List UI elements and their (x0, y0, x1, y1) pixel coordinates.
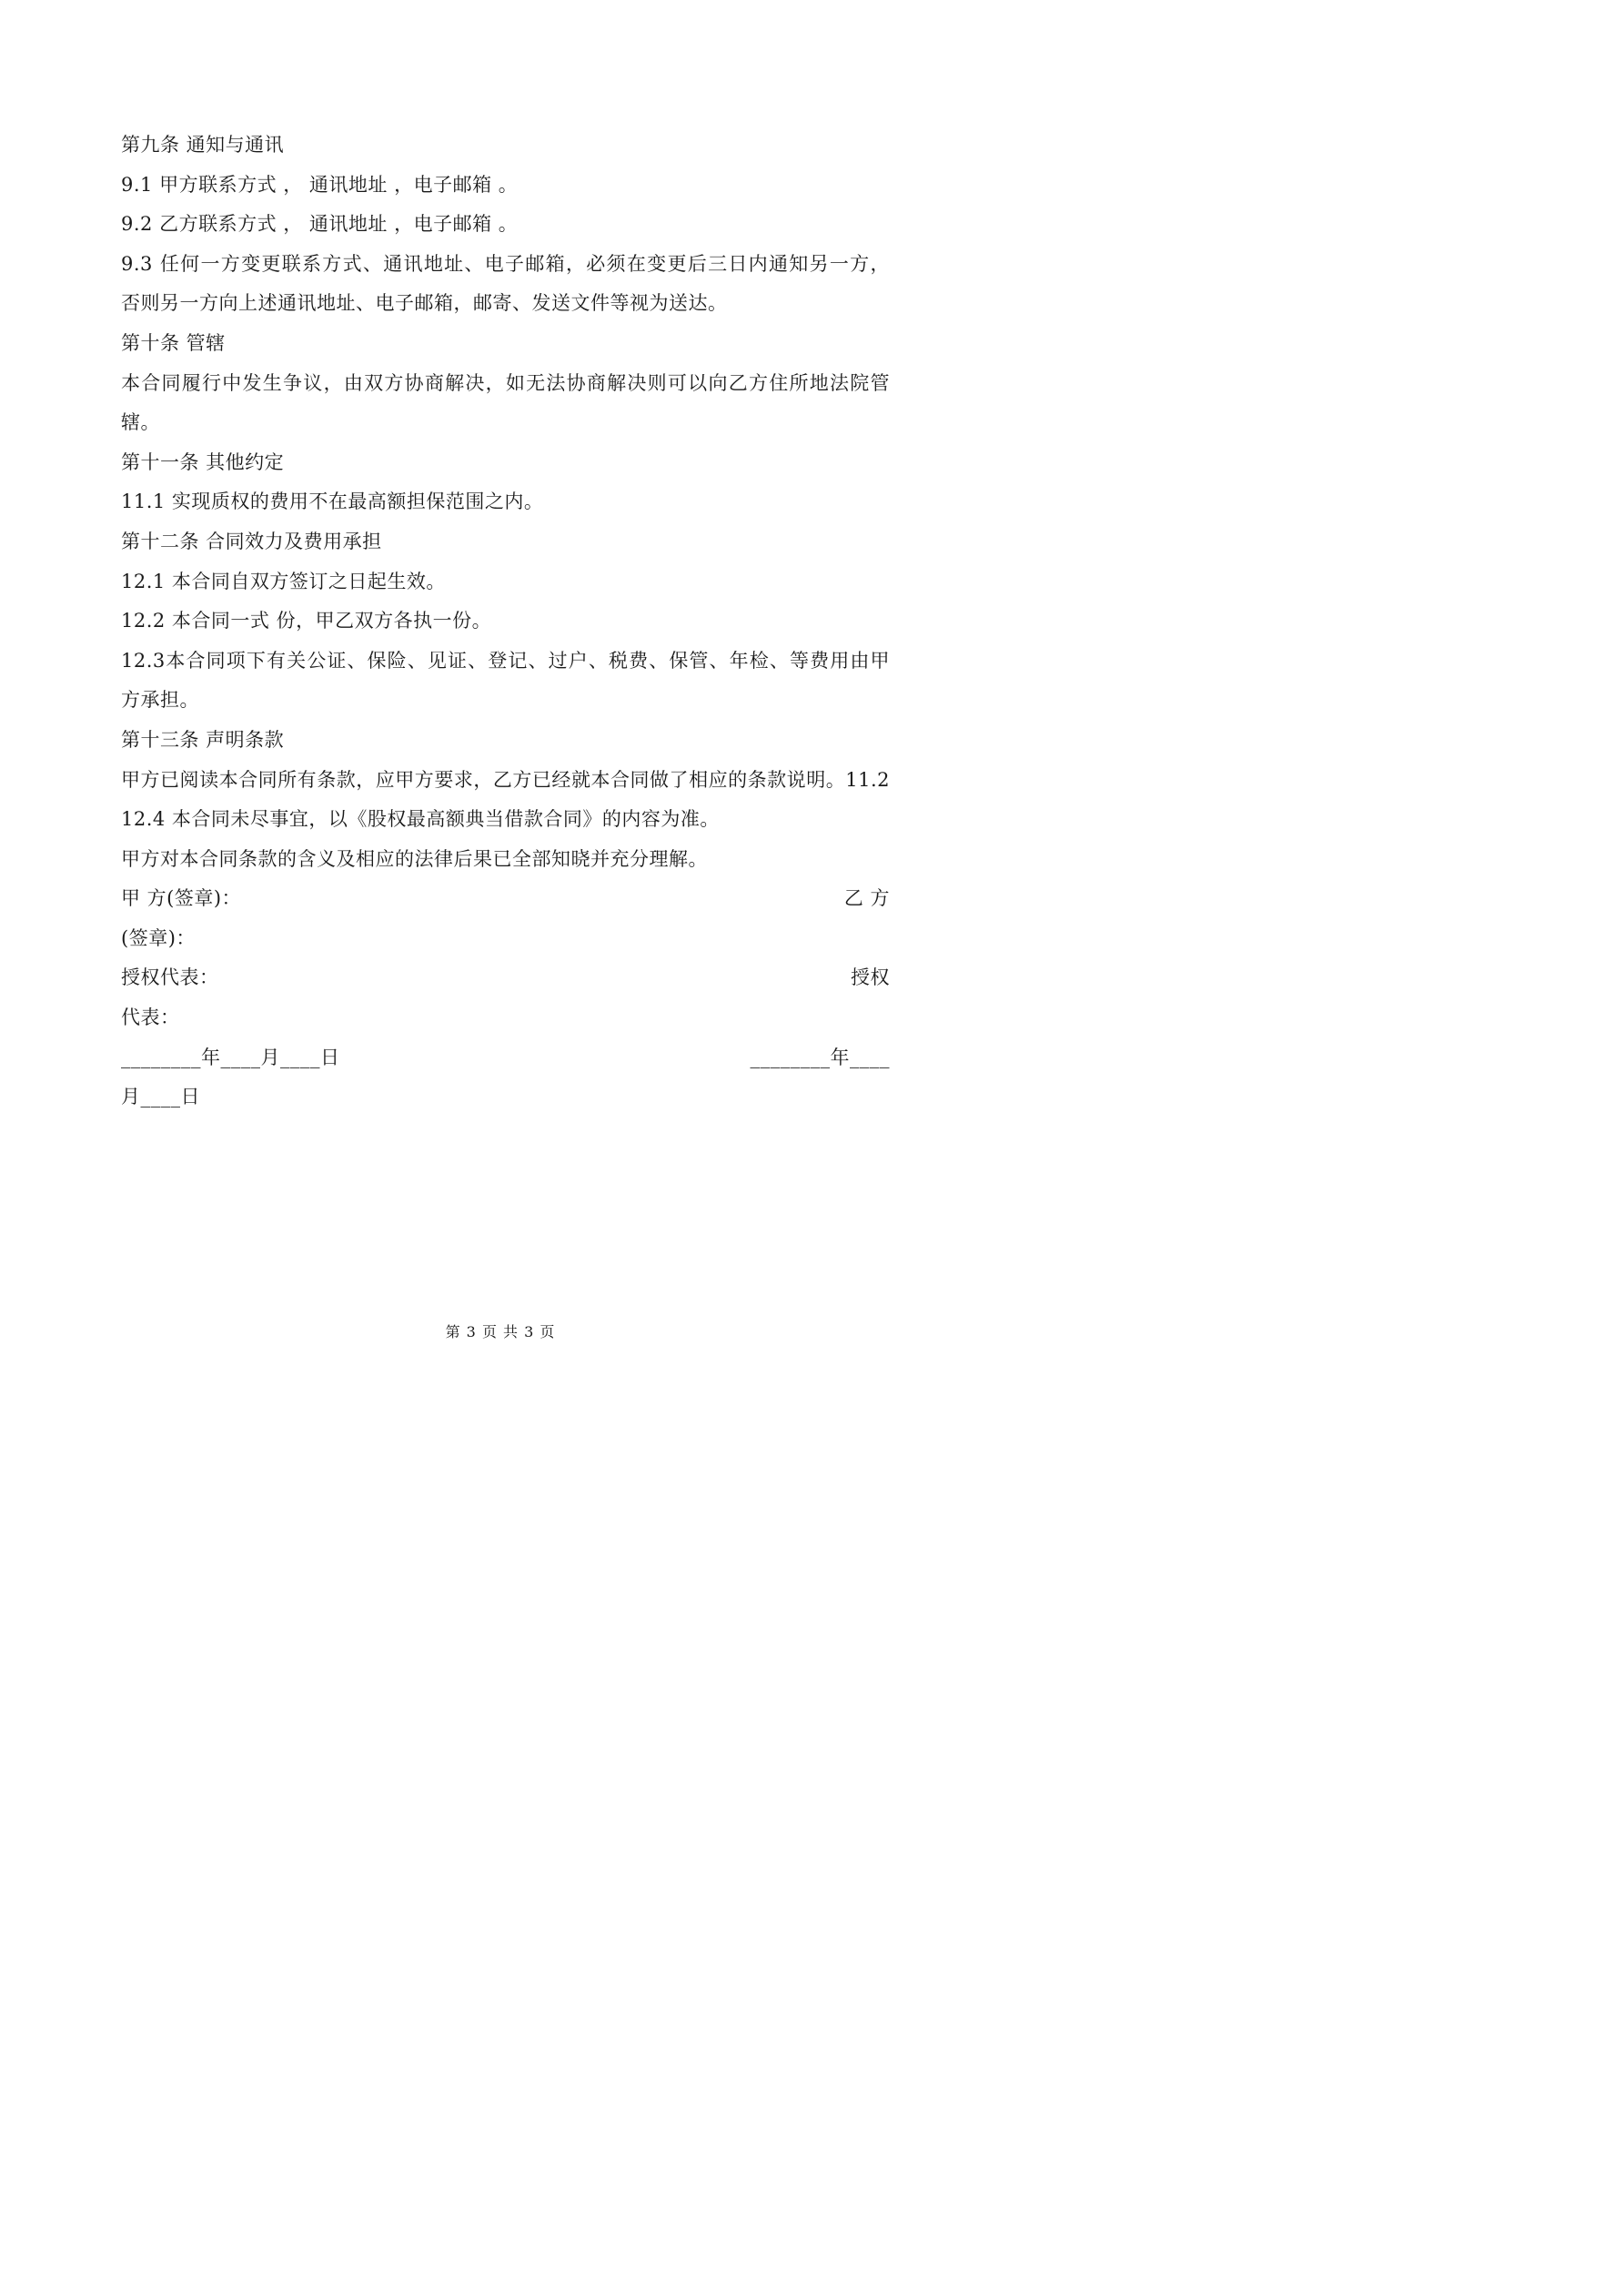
clause-text: 方承担。 (121, 689, 199, 712)
party-a-representative-label: 授权代表： (121, 966, 219, 989)
section-heading: 第九条 通知与通讯 (121, 134, 285, 156)
party-b-date-cont: 月____日 (121, 1086, 200, 1108)
clause-text: 本合同履行中发生争议，由双方协商解决，如无法协商解决则可以向乙方住所地法院管 (121, 371, 890, 394)
party-b-representative-label-cont: 代表： (121, 1006, 180, 1029)
clause-text: 甲方已阅读本合同所有条款，应甲方要求，乙方已经就本合同做了相应的条款说明。11.2 (121, 768, 890, 791)
clause-text: 否则另一方向上述通讯地址、电子邮箱，邮寄、发送文件等视为送达。 (121, 292, 728, 315)
signature-row-date (121, 1038, 890, 1078)
clause-text: 9.1 甲方联系方式 ， 通讯地址 ，电子邮箱 。 (121, 173, 519, 196)
clause-text: 甲方对本合同条款的含义及相应的法律后果已全部知晓并充分理解。 (121, 847, 708, 870)
clause-text: 9.3 任何一方变更联系方式、通讯地址、电子邮箱，必须在变更后三日内通知另一方， (121, 252, 890, 275)
section-heading: 第十三条 声明条款 (121, 728, 285, 751)
clause-text: 12.1 本合同自双方签订之日起生效。 (121, 570, 446, 592)
page-number: 第 3 页 共 3 页 (445, 1323, 556, 1340)
section-heading: 第十条 管辖 (121, 331, 226, 354)
document-body (121, 126, 890, 1118)
party-a-date: ________年____月____日 (121, 1046, 340, 1068)
clause-text: 12.4 本合同未尽事宜，以《股权最高额典当借款合同》的内容为准。 (121, 808, 720, 831)
clause-text: 12.2 本合同一式 份，甲乙双方各执一份。 (121, 610, 492, 632)
party-b-representative-label: 授权 (851, 966, 890, 989)
clause-text: 辖。 (121, 411, 160, 434)
party-a-signature-label: 甲 方(签章)： (121, 887, 242, 910)
signature-row-representative (121, 958, 890, 998)
party-b-signature-label: 乙 方 (843, 887, 890, 910)
party-b-signature-label-cont: (签章)： (121, 926, 196, 949)
party-b-date: ________年____ (750, 1046, 890, 1068)
clause-text: 11.1 实现质权的费用不在最高额担保范围之内。 (121, 491, 544, 513)
clause-text: 9.2 乙方联系方式 ， 通讯地址 ，电子邮箱 。 (121, 213, 519, 236)
section-heading: 第十二条 合同效力及费用承担 (121, 530, 382, 552)
signature-row-party (121, 879, 890, 919)
section-heading: 第十一条 其他约定 (121, 450, 285, 473)
document-page (0, 0, 1001, 1415)
clause-text: 12.3本合同项下有关公证、保险、见证、登记、过户、税费、保管、年检、等费用由甲 (121, 649, 890, 672)
